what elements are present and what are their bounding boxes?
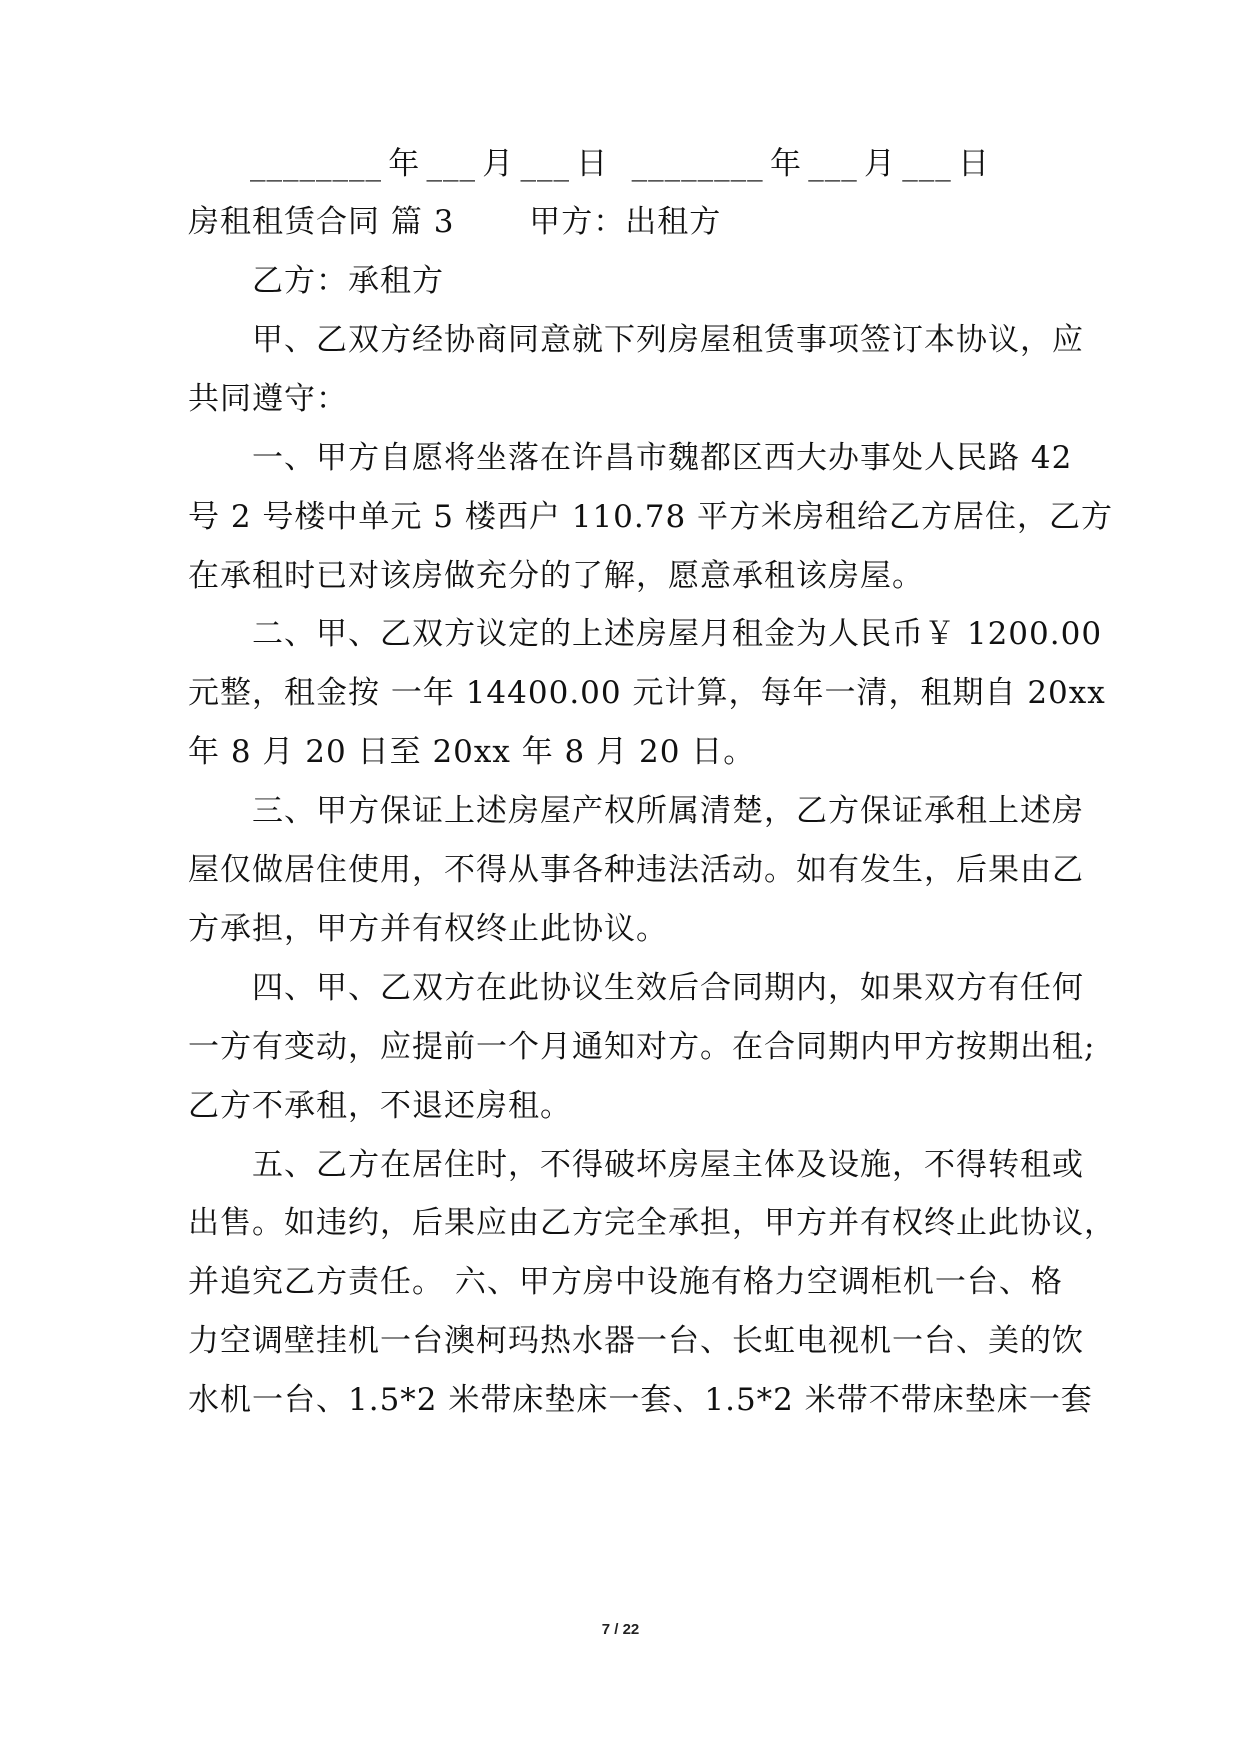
paragraph-line: 二、甲、乙双方议定的上述房屋月租金为人民币￥ 1200.00 (252, 616, 1103, 652)
paragraph-line: 年 8 月 20 日至 20xx 年 8 月 20 日。 (188, 734, 756, 770)
paragraph-line: 元整，租金按 一年 14400.00 元计算，每年一清，租期自 20xx (188, 675, 1106, 711)
paragraph-line: 并追究乙方责任。 六、甲方房中设施有格力空调柜机一台、格 (188, 1264, 1063, 1300)
paragraph-line: 四、甲、乙双方在此协议生效后合同期内，如果双方有任何 (252, 970, 1084, 1006)
page-number: 7 / 22 (601, 1621, 640, 1638)
party-b-line: 乙方：承租方 (252, 263, 444, 299)
paragraph-line: 方承担，甲方并有权终止此协议。 (188, 911, 668, 947)
paragraph-line: 乙方不承租，不退还房租。 (188, 1088, 572, 1124)
paragraph-line: 三、甲方保证上述房屋产权所属清楚，乙方保证承租上述房 (252, 793, 1084, 829)
paragraph-line: 甲、乙双方经协商同意就下列房屋租赁事项签订本协议，应 (252, 322, 1084, 358)
paragraph-line: 力空调壁挂机一台澳柯玛热水器一台、长虹电视机一台、美的饮 (188, 1323, 1084, 1359)
paragraph-line: 一方有变动，应提前一个月通知对方。在合同期内甲方按期出租; (188, 1029, 1096, 1065)
paragraph-line: 号 2 号楼中单元 5 楼西户 110.78 平方米房租给乙方居住，乙方 (188, 499, 1114, 535)
section-heading-line: 房租租赁合同 篇 3 甲方：出租方 (188, 204, 722, 240)
paragraph-line: 水机一台、1.5*2 米带床垫床一套、1.5*2 米带不带床垫床一套 (188, 1382, 1093, 1418)
paragraph-line: 在承租时已对该房做充分的了解，愿意承租该房屋。 (188, 558, 924, 594)
paragraph-line: 五、乙方在居住时，不得破坏房屋主体及设施，不得转租或 (252, 1147, 1084, 1183)
paragraph-line: 共同遵守： (188, 381, 348, 417)
paragraph-line: 屋仅做居住使用，不得从事各种违法活动。如有发生，后果由乙 (188, 852, 1084, 888)
paragraph-line: 一、甲方自愿将坐落在许昌市魏都区西大办事处人民路 42 (252, 440, 1073, 476)
signature-date-line: ________年___月___日 ________年___月___日 (250, 146, 990, 182)
paragraph-line: 出售。如违约，后果应由乙方完全承担，甲方并有权终止此协议， (188, 1205, 1116, 1241)
